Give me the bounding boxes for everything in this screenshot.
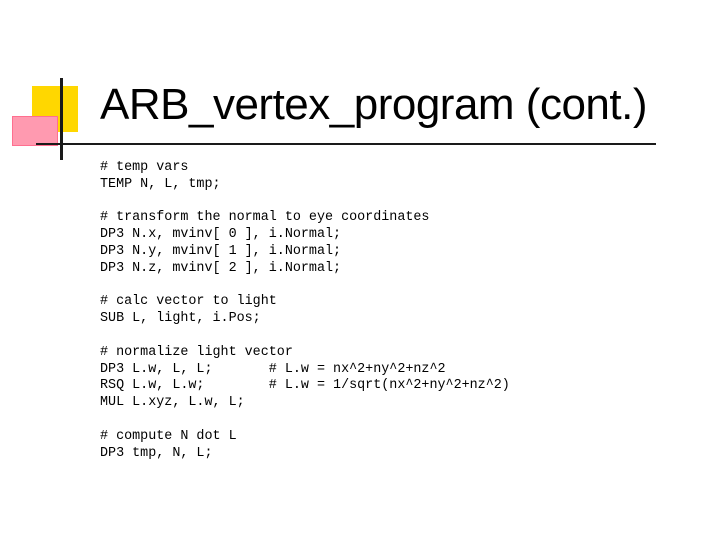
code-block-transform-normal (100, 210, 510, 277)
code-line: MUL L.xyz, L.w, L; (100, 395, 245, 411)
code-line: DP3 L.w, L, L; # L.w = nx^2+ny^2+nz^2 (100, 361, 446, 377)
code-block-temp-vars (100, 160, 510, 194)
slide-title: ARB_vertex_program (cont.) (100, 80, 647, 129)
code-line: # normalize light vector (100, 344, 293, 360)
code-line: DP3 N.y, mvinv[ 1 ], i.Normal; (100, 243, 342, 259)
code-line: SUB L, light, i.Pos; (100, 311, 261, 327)
code-line: # temp vars (100, 160, 189, 175)
code-block-n-dot-l (100, 429, 510, 463)
title-underline-rule (36, 143, 656, 145)
code-line: TEMP N, L, tmp; (100, 176, 221, 192)
code-block-normalize (100, 345, 510, 412)
code-line: DP3 N.x, mvinv[ 0 ], i.Normal; (100, 227, 342, 243)
code-line: # compute N dot L (100, 428, 237, 444)
code-line: RSQ L.w, L.w; # L.w = 1/sqrt(nx^2+ny^2+nz^2) (100, 378, 510, 394)
code-listing (100, 160, 510, 479)
code-line: DP3 N.z, mvinv[ 2 ], i.Normal; (100, 260, 342, 276)
decorative-pink-square (12, 116, 58, 146)
code-line: # calc vector to light (100, 294, 277, 310)
code-line: DP3 tmp, N, L; (100, 445, 213, 461)
decorative-vertical-rule (60, 78, 63, 160)
code-line: # transform the normal to eye coordinates (100, 210, 430, 226)
code-block-light-vector (100, 294, 510, 328)
